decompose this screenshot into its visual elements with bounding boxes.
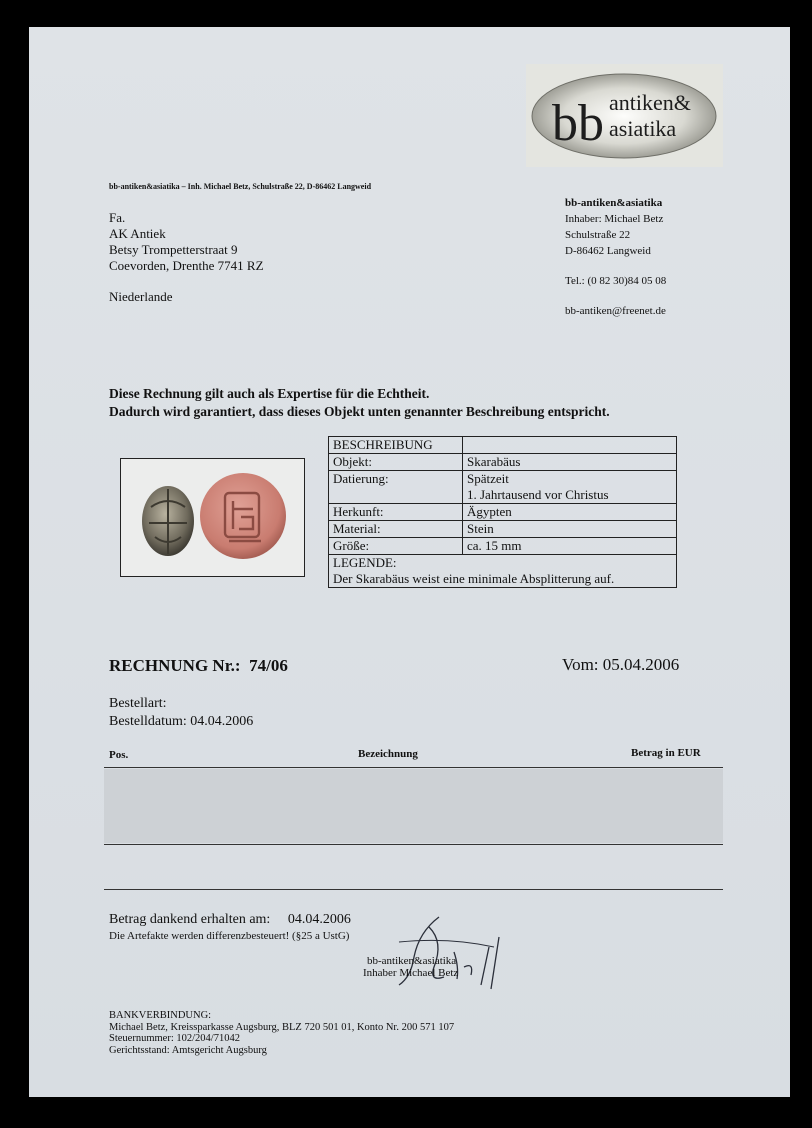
row-key: Datierung: xyxy=(329,471,463,504)
invoice-date-value: 05.04.2006 xyxy=(602,655,680,674)
description-table xyxy=(328,436,677,588)
description-header-row xyxy=(329,437,677,454)
signature-company: bb-antiken&asiatika xyxy=(367,955,457,967)
signature-owner: Inhaber Michael Betz xyxy=(363,967,459,979)
row-key: Objekt: xyxy=(329,454,463,471)
legend-text: Der Skarabäus weist eine minimale Absplitterung auf. xyxy=(333,571,615,586)
row-value-line2: 1. Jahrtausend vor Christus xyxy=(467,487,609,502)
company-logo xyxy=(526,64,723,167)
sender-email: bb-antiken@freenet.de xyxy=(565,305,666,317)
order-block xyxy=(109,695,253,731)
sender-phone: Tel.: (0 82 30)84 05 08 xyxy=(565,275,667,287)
bank-block xyxy=(109,1010,454,1056)
row-value xyxy=(463,471,677,504)
logo-mark: bb xyxy=(552,95,604,152)
order-date xyxy=(109,713,253,731)
sender-owner: Inhaber: Michael Betz xyxy=(565,213,664,225)
row-value: ca. 15 mm xyxy=(463,538,677,555)
payment-received xyxy=(109,912,351,928)
invoice-number-value: 74/06 xyxy=(249,656,288,675)
scarab-photo xyxy=(120,458,305,577)
description-header: BESCHREIBUNG xyxy=(329,437,463,454)
recipient-city: Coevorden, Drenthe 7741 RZ xyxy=(109,258,264,273)
invoice-date xyxy=(562,655,679,675)
invoice-sheet xyxy=(29,27,790,1097)
table-row xyxy=(329,538,677,555)
bank-details: Michael Betz, Kreissparkasse Augsburg, BLZ 720 501 01, Konto Nr. 200 571 107 xyxy=(109,1021,455,1033)
signature xyxy=(359,907,529,997)
recipient-country: Niederlande xyxy=(109,289,173,304)
divider xyxy=(104,889,723,890)
column-amount: Betrag in EUR xyxy=(631,747,701,759)
payment-received-label: Betrag dankend erhalten am: xyxy=(109,912,271,927)
recipient-salutation: Fa. xyxy=(109,210,126,225)
line-items-area xyxy=(104,769,723,843)
expertise-line-1: Diese Rechnung gilt auch als Expertise für die Echtheit. xyxy=(109,386,430,401)
recipient-street: Betsy Trompetterstraat 9 xyxy=(109,242,238,257)
tax-number: Steuernummer: 102/204/71042 xyxy=(109,1033,240,1044)
sender-street: Schulstraße 22 xyxy=(565,229,631,241)
payment-received-date: 04.04.2006 xyxy=(287,912,351,927)
jurisdiction: Gerichtsstand: Amtsgericht Augsburg xyxy=(109,1044,267,1056)
table-row xyxy=(329,521,677,538)
recipient-block xyxy=(109,210,264,305)
row-key: Herkunft: xyxy=(329,504,463,521)
expertise-line-2: Dadurch wird garantiert, dass dieses Objekt unten genannter Beschreibung entspricht. xyxy=(109,404,610,419)
row-value: Ägypten xyxy=(463,504,677,521)
logo-line2: asiatika xyxy=(609,116,677,141)
column-pos: Pos. xyxy=(109,749,129,761)
sender-block xyxy=(565,195,666,319)
row-value: Skarabäus xyxy=(463,454,677,471)
table-row xyxy=(329,471,677,504)
row-value: Stein xyxy=(463,521,677,538)
order-type-label: Bestellart: xyxy=(109,696,167,711)
tax-note: Die Artefakte werden differenzbesteuert! (§25 a UstG) xyxy=(109,930,350,942)
bank-title: BANKVERBINDUNG: xyxy=(109,1010,212,1021)
row-key: Material: xyxy=(329,521,463,538)
invoice-date-label: Vom: xyxy=(562,655,599,674)
invoice-number xyxy=(109,656,288,676)
order-date-label: Bestelldatum: xyxy=(109,714,187,729)
return-address: bb-antiken&asiatika – Inh. Michael Betz, Schulstraße 22, D-86462 Langweid xyxy=(109,182,372,191)
sender-city: D-86462 Langweid xyxy=(565,245,651,257)
logo-line1: antiken& xyxy=(609,90,691,115)
legend-label: LEGENDE: xyxy=(333,555,397,570)
sender-company: bb-antiken&asiatika xyxy=(565,197,663,209)
table-row xyxy=(329,454,677,471)
recipient-name: AK Antiek xyxy=(109,226,166,241)
table-row xyxy=(329,504,677,521)
divider xyxy=(104,767,723,768)
row-value-line1: Spätzeit xyxy=(467,471,509,486)
invoice-number-label: RECHNUNG Nr.: xyxy=(109,656,241,675)
divider xyxy=(104,844,723,845)
legend-row xyxy=(329,555,677,588)
column-description: Bezeichnung xyxy=(358,748,418,760)
legend-cell xyxy=(329,555,677,588)
row-key: Größe: xyxy=(329,538,463,555)
order-date-value: 04.04.2006 xyxy=(190,714,254,729)
